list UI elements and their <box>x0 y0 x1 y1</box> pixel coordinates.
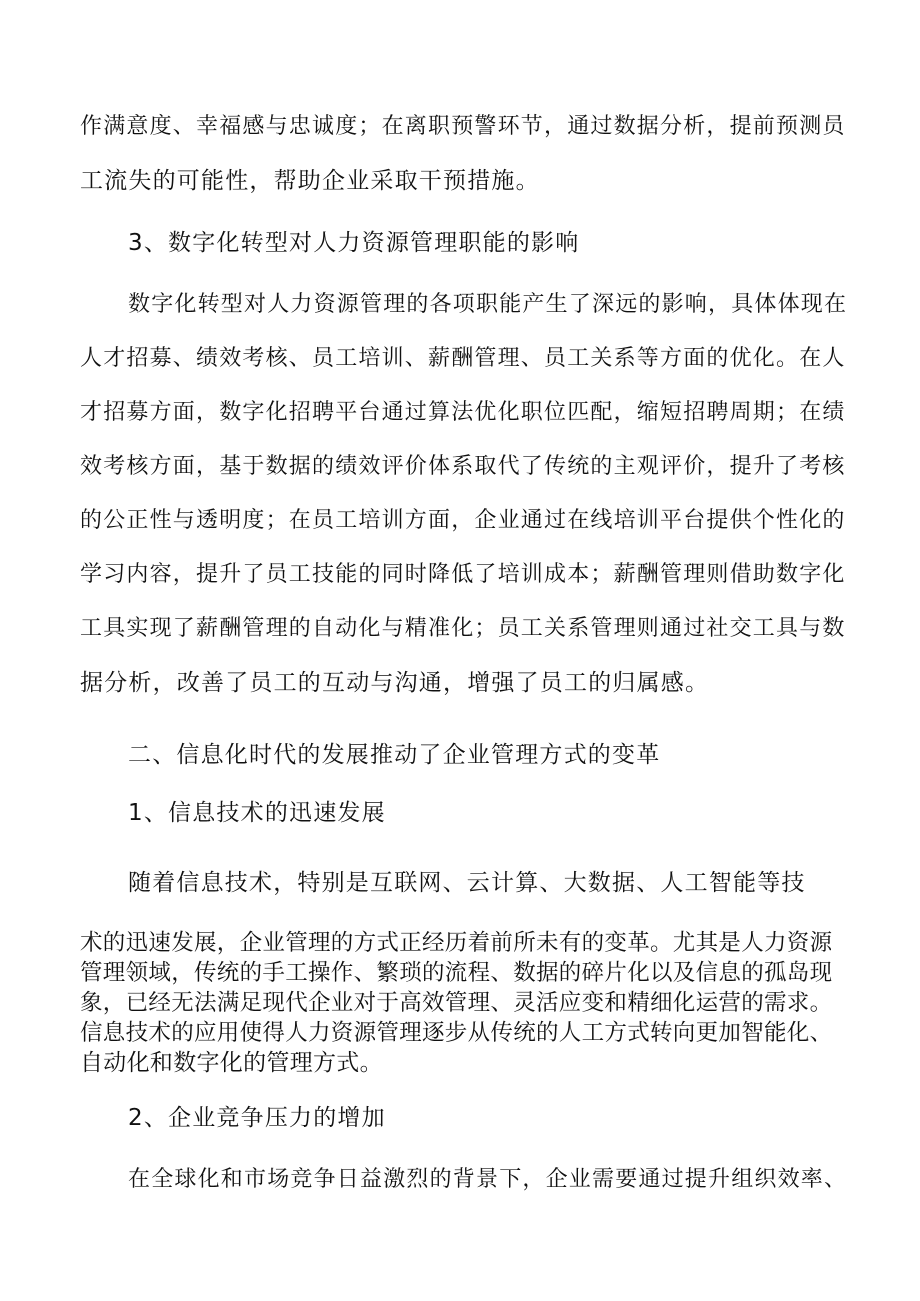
paragraph-line: 效考核方面，基于数据的绩效评价体系取代了传统的主观评价，提升了考核 <box>80 454 846 479</box>
paragraph-line: 数字化转型对人力资源管理的各项职能产生了深远的影响，具体体现在 <box>128 292 848 317</box>
paragraph-line: 在全球化和市场竞争日益激烈的背景下，企业需要通过提升组织效率、 <box>128 1167 848 1192</box>
paragraph-line: 管理领域，传统的手工操作、繁琐的流程、数据的碎片化以及信息的孤岛现 <box>80 960 833 986</box>
paragraph-line: 的公正性与透明度；在员工培训方面，企业通过在线培训平台提供个性化的 <box>80 508 846 533</box>
section-heading: 1、信息技术的迅速发展 <box>128 800 386 826</box>
paragraph-line: 据分析，改善了员工的互动与沟通，增强了员工的归属感。 <box>80 670 710 696</box>
paragraph-line: 随着信息技术，特别是互联网、云计算、大数据、人工智能等技 <box>128 870 806 896</box>
paragraph-line: 学习内容，提升了员工技能的同时降低了培训成本；薪酬管理则借助数字化 <box>80 562 846 587</box>
section-heading: 3、数字化转型对人力资源管理职能的影响 <box>128 230 580 256</box>
paragraph-line: 象，已经无法满足现代企业对于高效管理、灵活应变和精细化运营的需求。 <box>80 990 833 1016</box>
paragraph-line: 信息技术的应用使得人力资源管理逐步从传统的人工方式转向更加智能化、 <box>80 1020 833 1046</box>
paragraph-line: 工具实现了薪酬管理的自动化与精准化；员工关系管理则通过社交工具与数 <box>80 616 846 641</box>
paragraph-line: 工流失的可能性，帮助企业采取干预措施。 <box>80 168 540 194</box>
chapter-heading: 二、信息化时代的发展推动了企业管理方式的变革 <box>128 742 661 768</box>
paragraph-line: 才招募方面，数字化招聘平台通过算法优化职位匹配，缩短招聘周期；在绩 <box>80 400 846 425</box>
paragraph-line: 自动化和数字化的管理方式。 <box>80 1050 383 1076</box>
section-heading: 2、企业竞争压力的增加 <box>128 1105 386 1131</box>
paragraph-line: 人才招募、绩效考核、员工培训、薪酬管理、员工关系等方面的优化。在人 <box>80 346 846 371</box>
paragraph-line: 术的迅速发展，企业管理的方式正经历着前所未有的变革。尤其是人力资源 <box>80 930 833 956</box>
paragraph-line: 作满意度、幸福感与忠诚度；在离职预警环节，通过数据分析，提前预测员 <box>80 114 846 139</box>
